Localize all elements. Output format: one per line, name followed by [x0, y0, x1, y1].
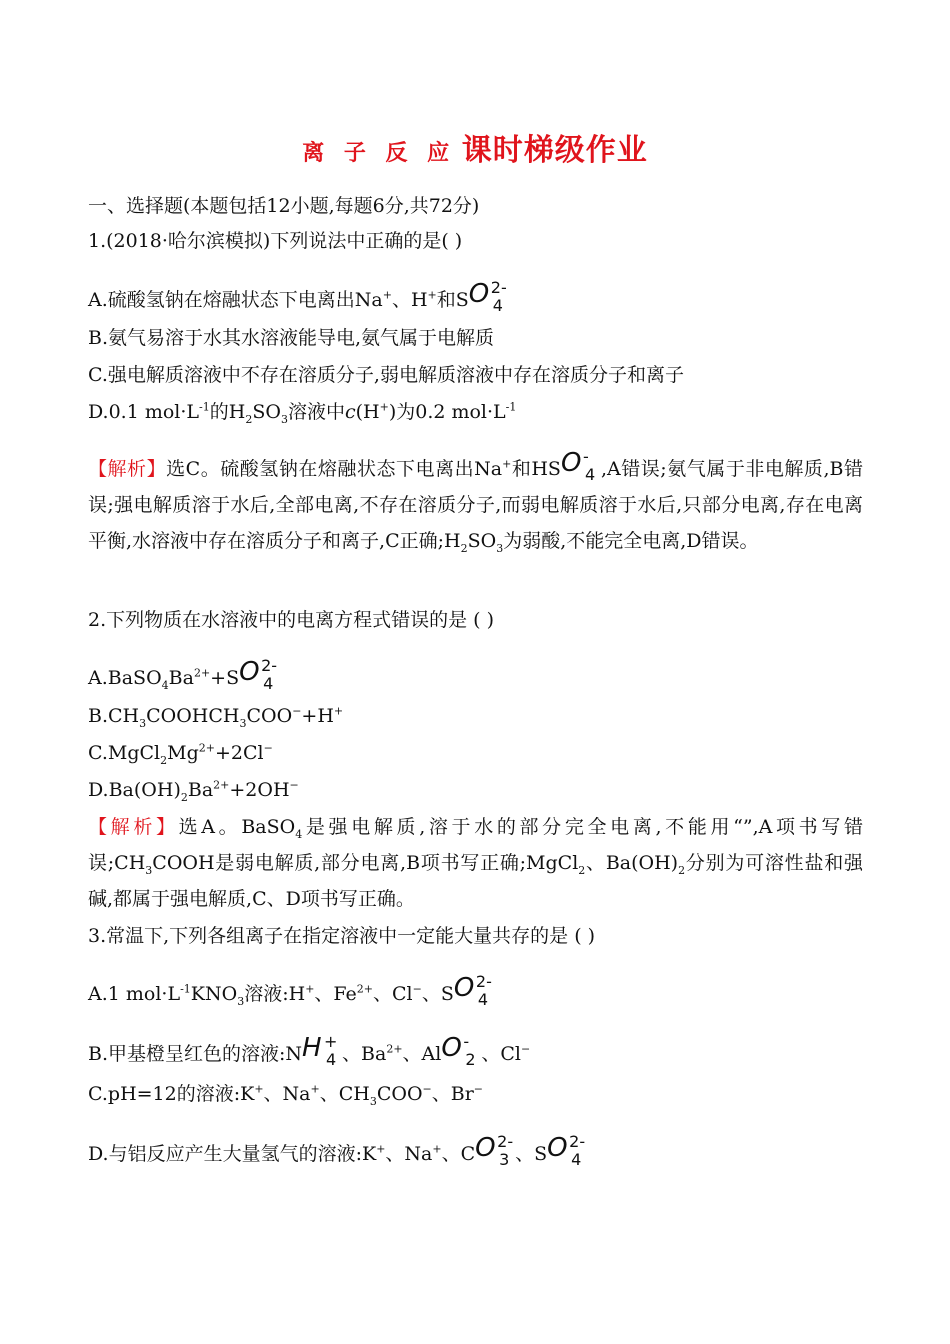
text: C.pH=12的溶液:K	[88, 1083, 255, 1105]
text: 和HS	[511, 458, 561, 480]
ion-charge: 2-	[569, 1132, 586, 1151]
sub: 3	[369, 1094, 377, 1108]
ion-subscript: 4	[326, 1050, 337, 1069]
sub: 2	[160, 753, 168, 767]
ion-charge: -	[463, 1032, 470, 1051]
sup: -1	[505, 400, 517, 414]
ion-charge: 2-	[475, 972, 492, 991]
ion-letter: O	[441, 1033, 462, 1063]
text: 、Cl	[373, 983, 413, 1005]
text: 的H	[209, 401, 246, 423]
sub: 3	[280, 412, 288, 426]
text: A.BaSO	[88, 667, 162, 689]
text: D.0.1 mol·L	[88, 401, 200, 423]
sup: −	[263, 741, 273, 755]
q2-option-b	[88, 698, 863, 734]
text: 选A。BaSO	[178, 816, 296, 838]
ion-letter: O	[475, 1133, 496, 1163]
sup: -1	[180, 982, 191, 996]
text: Ba	[187, 779, 214, 801]
sup: −	[412, 982, 422, 996]
sub: 4	[161, 678, 169, 692]
text: +H	[301, 705, 334, 727]
sup: 2+	[386, 1042, 403, 1056]
ion-subscript: 4	[263, 674, 274, 693]
sup: 2+	[356, 982, 374, 996]
ion-letter: O	[560, 448, 582, 478]
sub: 2	[460, 541, 468, 555]
text: 、Ba	[342, 1043, 387, 1065]
text: COOHCH	[146, 705, 240, 727]
q1-option-b: B.氨气易溶于水其水溶液能导电,氨气属于电解质	[88, 327, 495, 349]
ion-o3-2minus	[475, 1132, 515, 1169]
sup: +	[310, 1082, 320, 1096]
sub: 3	[496, 541, 504, 555]
text: A.硫酸氢钠在熔融状态下电离出Na	[88, 289, 383, 311]
explanation-tag: 【解析】	[88, 816, 179, 838]
text: 、S	[421, 983, 454, 1005]
explanation-tag: 【解析】	[88, 458, 167, 480]
ion-charge: 2-	[497, 1132, 514, 1151]
text: 分别为可溶性盐和强碱,都属于强电解质,C、D项书写正确。	[88, 852, 863, 910]
ion-subscript: 4	[492, 296, 503, 315]
sup: +	[432, 1142, 442, 1156]
sup: +	[333, 704, 344, 718]
text: 、Br	[431, 1083, 474, 1105]
sup: +	[382, 288, 392, 302]
q2-option-a	[88, 656, 863, 696]
sup: +	[379, 400, 389, 414]
text: (H	[355, 401, 380, 423]
text: D.Ba(OH)	[88, 779, 181, 801]
sub: 3	[239, 716, 247, 730]
text: ,A错误;氨气属于非电解质,B错误;强电解质溶于水后,全部电离,不存在溶质分子,而弱电解质溶于水后,只部分电离,存在电离平衡,水溶液中存在溶质分子和离子,C正确;H	[88, 458, 863, 552]
ion-o4-2minus	[239, 656, 279, 693]
text: 、S	[515, 1143, 548, 1165]
q1-stem: 1.(2018·哈尔滨模拟)下列说法中正确的是( )	[88, 230, 463, 252]
sup: 2+	[198, 741, 215, 755]
text: 、Cl	[481, 1043, 521, 1065]
page-title	[0, 125, 950, 169]
sub: 2	[578, 863, 586, 877]
text: 是强电解质,溶于水的部分完全电离,不能用“”,A项书写错误;CH	[88, 816, 863, 874]
text: +S	[210, 667, 240, 689]
title-homework: 课时梯级作业	[461, 133, 648, 168]
text: COOH是弱电解质,部分电离,B项书写正确;MgCl	[152, 852, 579, 874]
ion-subscript: 4	[584, 465, 596, 484]
text: COO	[376, 1083, 423, 1105]
text: 、Na	[263, 1083, 311, 1105]
sup: +	[254, 1082, 264, 1096]
text: COO	[246, 705, 293, 727]
text: C.MgCl	[88, 742, 161, 764]
sup: 2+	[193, 666, 211, 680]
sup: +	[502, 457, 512, 471]
ion-letter: H	[302, 1033, 322, 1063]
sup: -1	[199, 400, 210, 414]
ion-letter: O	[239, 657, 260, 687]
title-topic: 离 子 反 应	[302, 141, 456, 166]
text: SO	[467, 530, 497, 552]
ion-h4-plus	[302, 1032, 342, 1069]
text: c	[344, 401, 356, 423]
sup: −	[289, 778, 299, 792]
q2-option-d	[88, 772, 863, 808]
text: 、Fe	[314, 983, 357, 1005]
text: +2OH	[229, 779, 290, 801]
ion-subscript: 3	[499, 1150, 510, 1169]
text: D.与铝反应产生大量氢气的溶液:K	[88, 1143, 377, 1165]
ion-charge: 2-	[490, 278, 507, 297]
ion-charge: +	[324, 1032, 338, 1051]
text: 、CH	[319, 1083, 370, 1105]
text: 选C。硫酸氢钠在熔融状态下电离出Na	[166, 458, 503, 480]
text: 、Al	[402, 1043, 442, 1065]
text: 为弱酸,不能完全电离,D错误。	[503, 530, 759, 552]
ion-subscript: 2	[465, 1050, 476, 1069]
text: 溶液:H	[244, 983, 306, 1005]
sup: −	[292, 704, 302, 718]
text: 、C	[441, 1143, 476, 1165]
sup: +	[427, 288, 437, 302]
sub: 2	[678, 863, 686, 877]
q3-option-b	[88, 1032, 863, 1072]
sub: 3	[139, 716, 147, 730]
sub: 3	[237, 994, 245, 1008]
ion-o4-2minus	[468, 278, 509, 315]
ion-o4-2minus	[547, 1132, 587, 1169]
q3-option-d	[88, 1132, 863, 1172]
ion-charge: 2-	[261, 656, 278, 675]
q2-explanation	[88, 809, 863, 917]
text: 、Na	[385, 1143, 433, 1165]
sub: 4	[295, 827, 303, 841]
sup: −	[422, 1082, 432, 1096]
q1-option-c: C.强电解质溶液中不存在溶质分子,弱电解质溶液中存在溶质分子和离子	[88, 364, 684, 386]
ion-charge: -	[582, 447, 589, 466]
text: 和S	[436, 289, 469, 311]
ion-o4-2minus	[453, 972, 494, 1009]
text: SO	[252, 401, 281, 423]
q3-stem: 3.常温下,下列各组离子在指定溶液中一定能大量共存的是 ( )	[88, 925, 596, 947]
q1-option-d	[88, 394, 863, 430]
q1-explanation	[88, 447, 863, 559]
ion-o4-minus	[560, 447, 601, 484]
text: Mg	[167, 742, 199, 764]
ion-subscript: 4	[571, 1150, 582, 1169]
sup: +	[376, 1142, 386, 1156]
ion-letter: O	[453, 973, 475, 1003]
sup: −	[473, 1082, 484, 1096]
sup: 2+	[213, 778, 230, 792]
text: )为0.2 mol·L	[388, 401, 506, 423]
sub: 3	[145, 863, 153, 877]
ion-subscript: 4	[477, 990, 489, 1009]
sub: 2	[245, 412, 253, 426]
q2-option-c	[88, 735, 863, 771]
q1-option-a	[88, 278, 863, 318]
q3-option-c	[88, 1076, 863, 1112]
q3-option-a	[88, 972, 863, 1012]
sub: 2	[180, 790, 188, 804]
text: KNO	[190, 983, 238, 1005]
text: 、Ba(OH)	[585, 852, 679, 874]
sup: −	[520, 1042, 531, 1056]
ion-letter: O	[547, 1133, 568, 1163]
section-heading: 一、选择题(本题包括12小题,每题6分,共72分)	[88, 195, 480, 217]
ion-letter: O	[468, 279, 490, 309]
ion-o2-minus	[441, 1032, 481, 1069]
text: Ba	[168, 667, 194, 689]
text: B.CH	[88, 705, 140, 727]
sup: +	[305, 982, 315, 996]
q2-stem: 2.下列物质在水溶液中的电离方程式错误的是 ( )	[88, 609, 495, 631]
text: 、H	[391, 289, 428, 311]
text: B.甲基橙呈红色的溶液:N	[88, 1043, 303, 1065]
text: A.1 mol·L	[88, 983, 181, 1005]
text: 溶液中	[287, 401, 345, 423]
text: +2Cl	[214, 742, 264, 764]
